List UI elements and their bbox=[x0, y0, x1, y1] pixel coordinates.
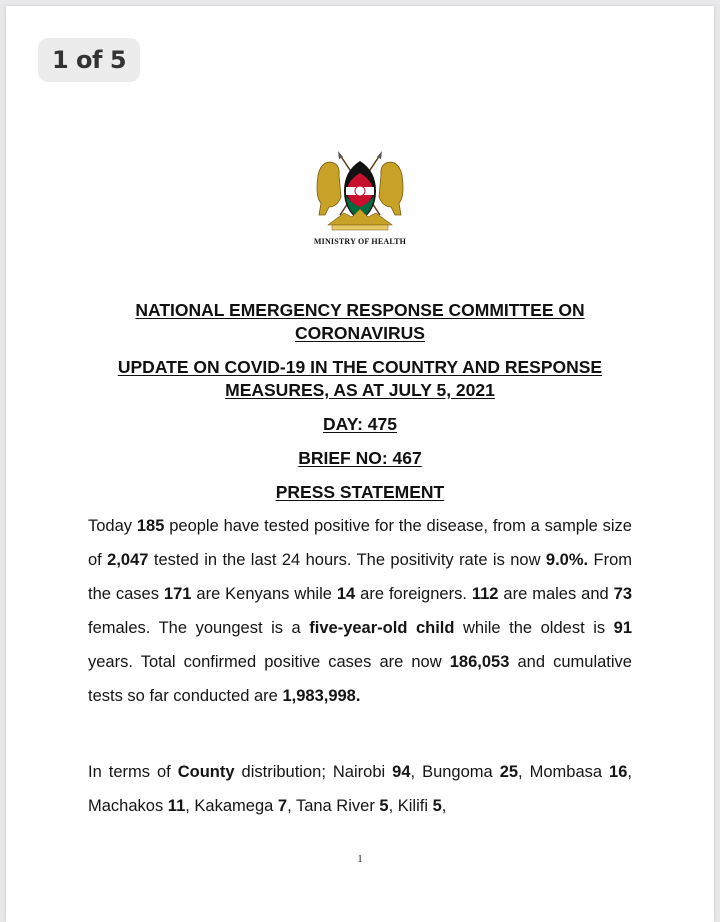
heading-update-line2: MEASURES, AS AT JULY 5, 2021 bbox=[225, 380, 495, 400]
page-counter-badge: 1 of 5 bbox=[38, 38, 140, 82]
paragraph-cases-summary: Today 185 people have tested positive for the disease, from a sample size of 2,047 tested in the last 24 hours. The positivity rate is now 9.0%. From the cases 171 are Kenyans while 14 are foreigners. 112 are males and 73 females. The youngest is a five-year-old child while the oldest is 91 years. Total confirmed positive cases are now 186,053 and cumulative tests so far conducted are 1,983,998. bbox=[88, 517, 633, 705]
heading-committee-line2: CORONAVIRUS bbox=[295, 323, 425, 343]
heading-committee-line1: NATIONAL EMERGENCY RESPONSE COMMITTEE ON bbox=[135, 300, 585, 320]
heading-update-line1: UPDATE ON COVID-19 IN THE COUNTRY AND RESPONSE bbox=[117, 357, 603, 377]
kenya-coat-of-arms-icon bbox=[310, 145, 410, 233]
heading-day: DAY: 475 bbox=[323, 414, 397, 434]
paragraph-county-distribution: In terms of County distribution; Nairobi 94, Bungoma 25, Mombasa 16, Machakos 11, Kakamega 7, Tana River 5, Kilifi 5, bbox=[88, 763, 632, 815]
heading-press-statement: PRESS STATEMENT bbox=[275, 482, 445, 502]
ministry-label: MINISTRY OF HEALTH bbox=[313, 237, 407, 246]
heading-brief-number: BRIEF NO: 467 bbox=[298, 448, 422, 468]
page-number: 1 bbox=[357, 853, 363, 865]
coat-of-arms-block bbox=[300, 145, 420, 246]
